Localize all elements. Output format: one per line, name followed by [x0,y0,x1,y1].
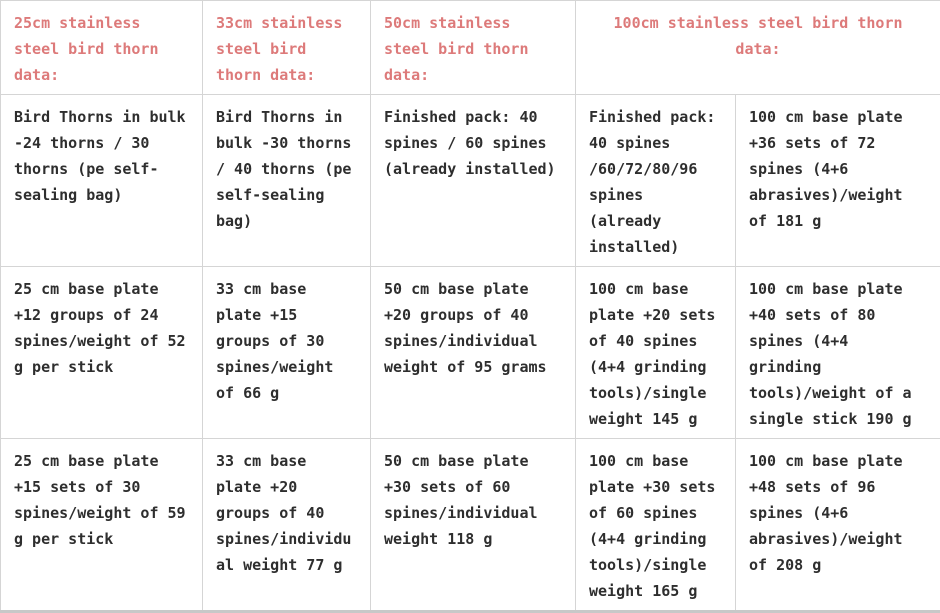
table-cell-50cm-20-groups: 50 cm base plate +20 groups of 40 spines/individual weight of 95 grams [371,267,576,439]
table-cell-50cm-30-sets: 50 cm base plate +30 sets of 60 spines/individual weight 118 g [371,439,576,612]
table-cell-100cm-48-sets: 100 cm base plate +48 sets of 96 spines (4+6 abrasives)/weight of 208 g [736,439,940,612]
table-cell-100cm-30-sets: 100 cm base plate +30 sets of 60 spines (4+4 grinding tools)/single weight 165 g [576,439,736,612]
table-cell-33cm-20-groups: 33 cm base plate +20 groups of 40 spines/individual weight 77 g [203,439,371,612]
table-cell-25cm-15-sets: 25 cm base plate +15 sets of 30 spines/weight of 59 g per stick [1,439,203,612]
table-cell-25cm-12-groups: 25 cm base plate +12 groups of 24 spines/weight of 52 g per stick [1,267,203,439]
table-cell-100cm-36-sets: 100 cm base plate +36 sets of 72 spines (4+6 abrasives)/weight of 181 g [736,95,940,267]
header-cell-50cm: 50cm stainless steel bird thorn data: [371,1,576,95]
table-cell-25cm-bulk: Bird Thorns in bulk -24 thorns / 30 thorns (pe self-sealing bag) [1,95,203,267]
table-cell-33cm-15-groups: 33 cm base plate +15 groups of 30 spines/weight of 66 g [203,267,371,439]
header-cell-100cm: 100cm stainless steel bird thorn data: [576,1,940,95]
table-header-row [1,1,940,95]
table-row [1,267,940,439]
table-row [1,95,940,267]
table-cell-100cm-20-sets: 100 cm base plate +20 sets of 40 spines (4+4 grinding tools)/single weight 145 g [576,267,736,439]
header-cell-25cm: 25cm stainless steel bird thorn data: [1,1,203,95]
header-cell-33cm: 33cm stainless steel bird thorn data: [203,1,371,95]
table-cell-100cm-finished-pack: Finished pack: 40 spines /60/72/80/96 spines (already installed) [576,95,736,267]
table-row [1,439,940,612]
table-cell-50cm-finished-pack: Finished pack: 40 spines / 60 spines (already installed) [371,95,576,267]
table-cell-100cm-40-sets: 100 cm base plate +40 sets of 80 spines (4+4 grinding tools)/weight of a single stick 190 g [736,267,940,439]
table-cell-33cm-bulk: Bird Thorns in bulk -30 thorns / 40 thorns (pe self-sealing bag) [203,95,371,267]
